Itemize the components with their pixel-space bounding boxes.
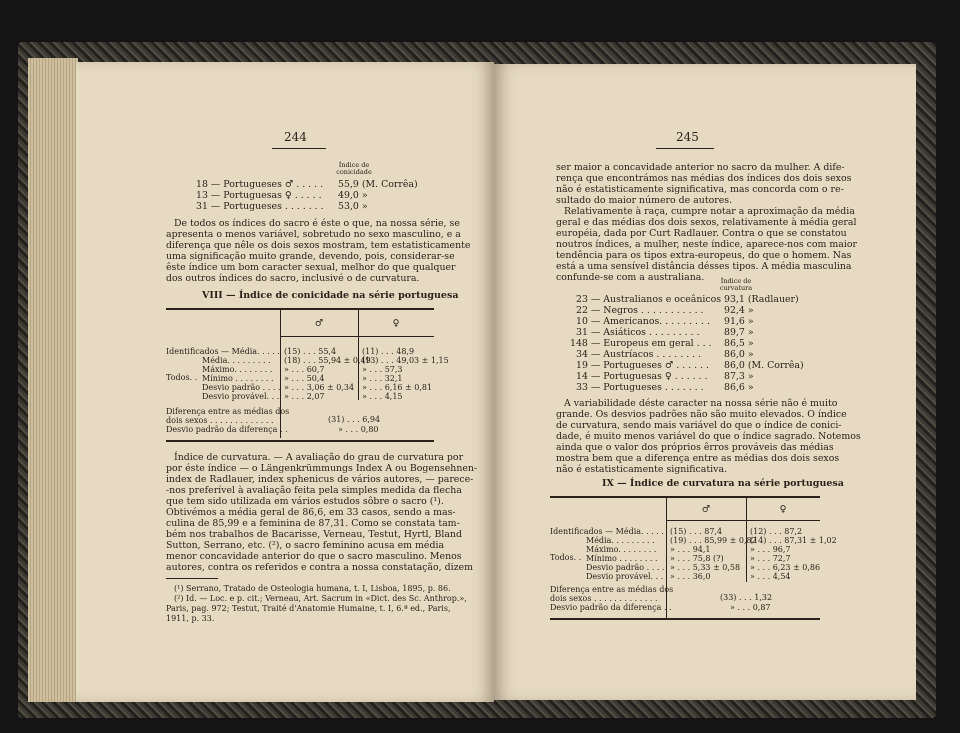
text-line: rença que encontrámos nas médias dos índices dos dois sexos <box>556 173 852 184</box>
list-item-value: 49,0 » <box>338 190 368 201</box>
row-label: Identificados — Média. . . . . <box>166 347 280 356</box>
text-line: Obtivémos a média geral de 86,6, em 33 casos, sendo a mas- <box>166 507 456 518</box>
text-line: Relativamente à raça, cumpre notar a aproximação da média <box>564 206 855 217</box>
male-value: » . . . 36,0 <box>670 572 711 581</box>
list-item-label: 33 — Portugueses . . . . . . . <box>576 382 704 393</box>
right-page <box>494 64 916 700</box>
list-item-value: 86,5 » <box>724 338 754 349</box>
footnote-rule <box>166 578 218 579</box>
male-value: » . . . 5,33 ± 0,58 <box>670 563 741 572</box>
list-item-label: 22 — Negros . . . . . . . . . . . <box>576 305 704 316</box>
list-item-label: 13 — Portuguesas ♀ . . . . . <box>196 190 322 201</box>
female-value: » . . . 57,3 <box>362 365 403 374</box>
text-line: não é estatisticamente significativa. <box>556 464 728 475</box>
list-item-label: 18 — Portugueses ♂ . . . . . <box>196 179 324 190</box>
text-line: confunde-se com a australiana. <box>556 272 705 283</box>
text-line: ser maior a concavidade anterior no sacro da mulher. A dife- <box>556 162 845 173</box>
text-line: sultado do maior número de autores. <box>556 195 733 206</box>
text-line: index de Radlauer, index sphenicus de vários autores, — parece- <box>166 474 474 485</box>
table-rule <box>166 308 434 310</box>
table-title: IX — Índice de curvatura na série portuguesa <box>602 478 844 489</box>
list-item-label: 14 — Portuguesas ♀ . . . . . . <box>576 371 708 382</box>
page-number: 244 <box>284 130 307 144</box>
row-label: dois sexos . . . . . . . . . . . . . <box>550 594 658 603</box>
page-edges <box>28 58 78 702</box>
male-value: (18) . . . 55,94 ± 0,49 <box>284 356 371 365</box>
list-item-label: 23 — Australianos e oceânicos . <box>576 294 728 305</box>
list-item-label: 10 — Americanos. . . . . . . . . <box>576 316 710 327</box>
row-label: Desvio padrão da diferença . . <box>550 603 672 612</box>
table-rule <box>550 496 820 498</box>
text-line: De todos os índices do sacro é éste o que, na nossa série, se <box>174 218 460 229</box>
footnote: (²) Id. — Loc. e p. cit.; Verneau, Art. Sacrum in «Dict. des Sc. Anthrop.», <box>174 594 467 603</box>
diff-value: » . . . 0,87 <box>730 603 771 612</box>
list-item-label: 31 — Portugueses . . . . . . . <box>196 201 324 212</box>
table-divider <box>280 310 281 438</box>
female-value: (12) . . . 87,2 <box>750 527 803 536</box>
table-rule <box>550 618 820 620</box>
list-item-value: 86,0 (M. Corrêa) <box>724 360 804 371</box>
text-line: de curvatura, sendo mais variável do que o índice de conici- <box>556 420 842 431</box>
list-item-value: 86,0 » <box>724 349 754 360</box>
text-line: por éste índice — o Längenkrümmungs Index A ou Bogensehnen- <box>166 463 478 474</box>
table-rule <box>666 520 820 521</box>
footnote: 1911, p. 33. <box>166 614 215 623</box>
diff-value: » . . . 0,80 <box>338 425 379 434</box>
male-value: » . . . 94,1 <box>670 545 711 554</box>
column-head: Índice de <box>720 277 752 285</box>
row-label: Média. . . . . . . . . <box>586 536 655 545</box>
male-value: » . . . 60,7 <box>284 365 325 374</box>
female-value: » . . . 96,7 <box>750 545 791 554</box>
row-label: Máximo. . . . . . . . <box>586 545 657 554</box>
list-item-value: 92,4 » <box>724 305 754 316</box>
text-line: grande. Os desvios padrões não são muito elevados. O índice <box>556 409 847 420</box>
text-line: mostra bem que a diferença entre as médias dos dois sexos <box>556 453 840 464</box>
text-line: diferença que nêle os dois sexos mostram, tem estatisticamente <box>166 240 471 251</box>
row-label: Mínimo . . . . . . . . <box>202 374 274 383</box>
list-item-value: 87,3 » <box>724 371 754 382</box>
text-line: dos outros índices do sacro, inclusivé o de curvatura. <box>166 273 420 284</box>
table-divider <box>666 498 667 618</box>
row-label: Desvio padrão . . . . <box>586 563 665 572</box>
male-value: (15) . . . 87,4 <box>670 527 723 536</box>
text-line: está a uma sensível distância désses tipos. A média masculina <box>556 261 852 272</box>
male-value: » . . . 75,8 (?) <box>670 554 724 563</box>
column-head: conicidade <box>336 168 372 176</box>
text-line: autores, contra os referidos e contra a nossa constatação, dizem <box>166 562 473 573</box>
page-number-rule <box>272 148 326 149</box>
row-label: Diferença entre as médias dos <box>550 585 674 594</box>
male-symbol: ♂ <box>701 504 711 515</box>
text-line: Índice de curvatura. — A avaliação do grau de curvatura por <box>174 452 464 463</box>
text-line: -nos preferível à avaliação feita pela simples medida da flecha <box>166 485 462 496</box>
female-value: (11) . . . 48,9 <box>362 347 415 356</box>
female-value: » . . . 6,23 ± 0,86 <box>750 563 821 572</box>
column-head: Índice de <box>338 161 370 169</box>
table-rule <box>166 440 434 442</box>
page-number-rule <box>656 148 714 149</box>
list-item-label: 31 — Asiáticos . . . . . . . . . <box>576 327 700 338</box>
row-label: Desvio padrão . . . . <box>202 383 281 392</box>
list-item-label: 34 — Austríacos . . . . . . . . <box>576 349 702 360</box>
row-label: Desvio padrão da diferença . . <box>166 425 288 434</box>
row-label: Todos. . <box>550 553 582 562</box>
list-item-value: 86,6 » <box>724 382 754 393</box>
text-line: apresenta o menos variável, sobretudo no sexo masculino, e a <box>166 229 461 240</box>
page-number: 245 <box>676 130 699 144</box>
list-item-value: 91,6 » <box>724 316 754 327</box>
text-line: A variabilidade déste caracter na nossa série não é muito <box>564 398 838 409</box>
female-value: (14) . . . 87,31 ± 1,02 <box>750 536 837 545</box>
row-label: Diferença entre as médias dos <box>166 407 290 416</box>
female-value: (13) . . . 49,03 ± 1,15 <box>362 356 449 365</box>
footnote: (¹) Serrano, Tratado de Osteologia humana, t. I, Lisboa, 1895, p. 86. <box>174 584 451 593</box>
male-value: » . . . 50,4 <box>284 374 325 383</box>
text-line: que tem sido utilizada em vários estudos sôbre o sacro (¹). <box>166 496 444 507</box>
table-rule <box>280 336 434 337</box>
row-label: Mínimo . . . . . . . . <box>586 554 658 563</box>
list-item-value: 93,1 (Radlauer) <box>724 294 799 305</box>
text-line: noutros índices, a mulher, neste índice, aparece-nos com maior <box>556 239 858 250</box>
list-item-label: 19 — Portugueses ♂ . . . . . . <box>576 360 710 371</box>
diff-value: (33) . . . 1,32 <box>720 593 773 602</box>
table-title: VIII — Índice de conicidade na série portuguesa <box>202 290 459 301</box>
male-value: » . . . 2,07 <box>284 392 325 401</box>
list-item-value: 89,7 » <box>724 327 754 338</box>
text-line: menor concavidade anterior do que o sacro masculino. Menos <box>166 551 462 562</box>
text-line: bém nos trabalhos de Bacarisse, Verneau, Testut, Hyrtl, Bland <box>166 529 462 540</box>
list-item-value: 55,9 (M. Corrêa) <box>338 179 418 190</box>
text-line: geral e das médias dos dois sexos, relativamente à média geral <box>556 217 857 228</box>
male-symbol: ♂ <box>314 318 324 329</box>
female-value: » . . . 32,1 <box>362 374 403 383</box>
male-value: (19) . . . 85,99 ± 0,82 <box>670 536 757 545</box>
list-item-value: 53,0 » <box>338 201 368 212</box>
female-value: » . . . 72,7 <box>750 554 791 563</box>
female-value: » . . . 6,16 ± 0,81 <box>362 383 433 392</box>
footnote: Paris, pag. 972; Testut, Traité d'Anatomie Humaine, t. I, 6.ª ed., Paris, <box>166 604 451 613</box>
male-value: (15) . . . 55,4 <box>284 347 337 356</box>
text-line: não é estatisticamente significativa, mas concorda com o re- <box>556 184 844 195</box>
row-label: Todos. . <box>166 373 198 382</box>
male-value: » . . . 3,06 ± 0,34 <box>284 383 355 392</box>
row-label: dois sexos . . . . . . . . . . . . . <box>166 416 274 425</box>
column-head: curvatura <box>719 284 753 292</box>
row-label: Desvio provável. . . <box>586 572 664 581</box>
text-line: dade, é muito menos variável do que o índice sagrado. Notemos <box>556 431 861 442</box>
text-line: uma significação muito grande, devendo, pois, considerar-se <box>166 251 455 262</box>
diff-value: (31) . . . 6,94 <box>328 415 381 424</box>
row-label: Média. . . . . . . . . <box>202 356 271 365</box>
row-label: Máximo. . . . . . . . <box>202 365 273 374</box>
row-label: Identificados — Média. . . . . <box>550 527 664 536</box>
text-line: Sutton, Serrano, etc. (²), o sacro feminino acusa em média <box>166 540 445 551</box>
female-symbol: ♀ <box>392 318 400 329</box>
female-value: » . . . 4,54 <box>750 572 791 581</box>
row-label: Desvio provável. . . <box>202 392 280 401</box>
female-symbol: ♀ <box>779 504 787 515</box>
list-item-label: 148 — Europeus em geral . . . <box>570 338 712 349</box>
left-page <box>76 62 494 702</box>
text-line: tendência para os tipos extra-europeus, do que o homem. Nas <box>556 250 852 261</box>
text-line: européia, dada por Curt Radlauer. Contra o que se constatou <box>556 228 847 239</box>
female-value: » . . . 4,15 <box>362 392 403 401</box>
text-line: ainda que o valor dos próprios êrros prováveis das médias <box>556 442 834 453</box>
text-line: culina de 85,99 e a feminina de 87,31. Como se constata tam- <box>166 518 460 529</box>
text-line: êste índice um bom caracter sexual, melhor do que qualquer <box>166 262 456 273</box>
